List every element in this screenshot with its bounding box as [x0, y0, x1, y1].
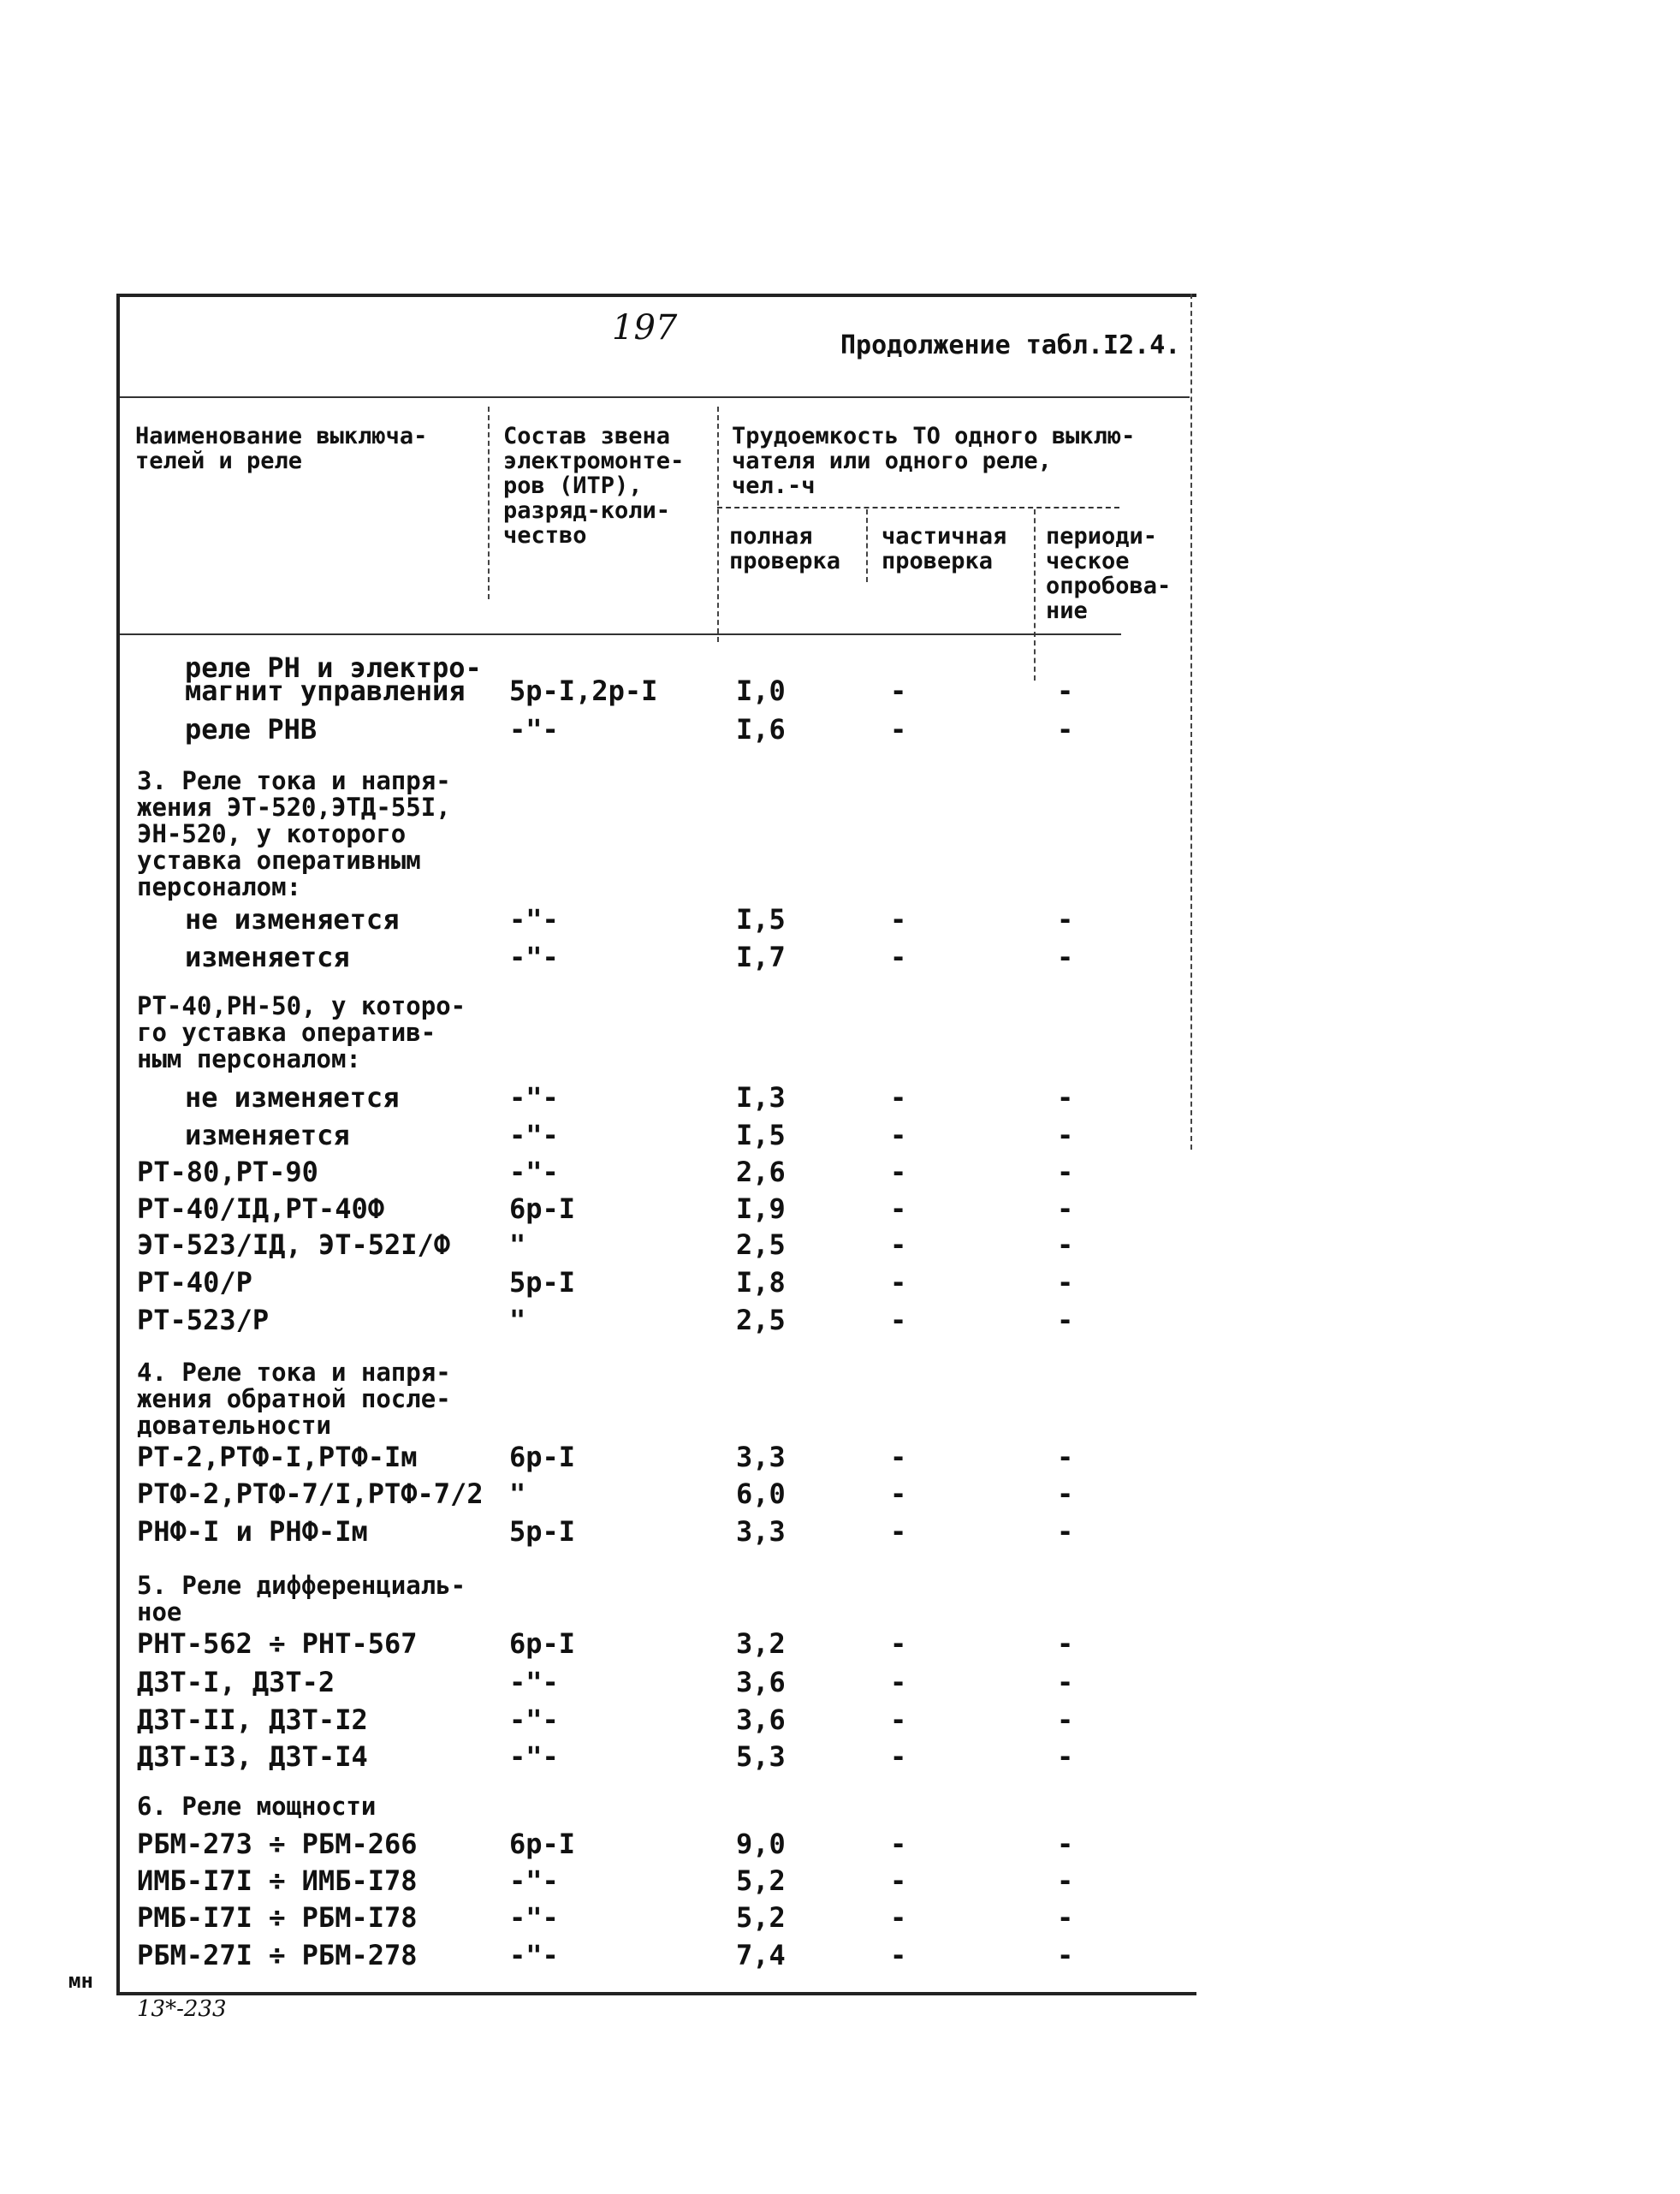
row-crew: -"- [509, 1666, 559, 1698]
header-labor: Трудоемкость ТО одного выклю- чателя или одного реле, чел.-ч [732, 423, 1136, 499]
row-name: РНТ-562 ÷ РНТ-567 [137, 1627, 418, 1660]
header-bottom-rule [120, 633, 1121, 635]
table-row [0, 1079, 1680, 1116]
row-partial: - [890, 1119, 907, 1151]
table-row [0, 672, 1680, 710]
row-partial: - [890, 1478, 907, 1510]
row-name: реле РН и электро- [185, 651, 482, 684]
header-subrule [717, 507, 1119, 508]
row-name: ДЗТ-I, ДЗТ-2 [137, 1666, 335, 1698]
header-full: полная проверка [729, 523, 841, 574]
row-partial: - [890, 1228, 907, 1261]
table-row [0, 1475, 1680, 1513]
table-row [0, 1301, 1680, 1339]
margin-note: мн [68, 1969, 93, 1993]
row-periodic: - [1057, 1192, 1074, 1225]
table-row [0, 1625, 1680, 1662]
row-partial: - [890, 1627, 907, 1660]
row-periodic: - [1057, 1828, 1074, 1860]
row-partial: - [890, 1864, 907, 1897]
table-row [0, 1701, 1680, 1739]
row-periodic: - [1057, 1304, 1074, 1336]
row-name: ДЗТ-II, ДЗТ-I2 [137, 1703, 368, 1736]
row-name: РБМ-273 ÷ РБМ-266 [137, 1828, 418, 1860]
row-full: 5,3 [736, 1740, 786, 1773]
row-periodic: - [1057, 713, 1074, 746]
row-name: ДЗТ-I3, ДЗТ-I4 [137, 1740, 368, 1773]
row-full: I,5 [736, 903, 786, 936]
row-crew: -"- [509, 1081, 559, 1114]
row-full: 2,5 [736, 1304, 786, 1336]
row-name: РТ-80,РТ-90 [137, 1156, 318, 1188]
row-partial: - [890, 1081, 907, 1114]
row-partial: - [890, 1828, 907, 1860]
row-full: I,5 [736, 1119, 786, 1151]
row-periodic: - [1057, 675, 1074, 707]
row-name: РНФ-I и РНФ-Iм [137, 1515, 368, 1548]
row-crew: -"- [509, 941, 559, 973]
row-crew: -"- [509, 1703, 559, 1736]
row-name: РТ-40/IД,РТ-40Ф [137, 1192, 384, 1225]
header-top-rule [120, 396, 1190, 398]
row-partial: - [890, 713, 907, 746]
row-partial: - [890, 1703, 907, 1736]
header-divider-partial [866, 509, 868, 582]
section-4-heading: 4. Реле тока и напря- жения обратной после- довательности [137, 1358, 451, 1440]
table-row [0, 1936, 1680, 1974]
row-full: 9,0 [736, 1828, 786, 1860]
row-periodic: - [1057, 1901, 1074, 1934]
table-row [0, 1862, 1680, 1900]
row-partial: - [890, 675, 907, 707]
row-partial: - [890, 1666, 907, 1698]
row-name: изменяется [185, 1119, 350, 1151]
table-row [0, 1263, 1680, 1301]
row-partial: - [890, 941, 907, 973]
row-crew: 6р-I [509, 1627, 576, 1660]
row-name: не изменяется [185, 903, 400, 936]
row-crew: 6р-I [509, 1828, 576, 1860]
row-partial: - [890, 903, 907, 936]
section-5-heading: 5. Реле дифференциаль- ное [137, 1571, 466, 1626]
row-full: 5,2 [736, 1864, 786, 1897]
row-crew: 6р-I [509, 1192, 576, 1225]
row-full: 6,0 [736, 1478, 786, 1510]
row-periodic: - [1057, 1081, 1074, 1114]
row-partial: - [890, 1266, 907, 1299]
row-periodic: - [1057, 1441, 1074, 1473]
table-row [0, 1513, 1680, 1550]
row-crew: -"- [509, 713, 559, 746]
row-periodic: - [1057, 1119, 1074, 1151]
continuation-title: Продолжение табл.I2.4. [840, 330, 1181, 360]
row-crew: 5р-I,2р-I [509, 675, 658, 707]
row-name: РБМ-27I ÷ РБМ-278 [137, 1939, 418, 1971]
table-row [0, 1825, 1680, 1863]
row-crew: -"- [509, 1901, 559, 1934]
row-name: РТФ-2,РТФ-7/I,РТФ-7/2 [137, 1478, 484, 1510]
row-full: I,3 [736, 1081, 786, 1114]
row-crew: -"- [509, 1119, 559, 1151]
row-periodic: - [1057, 903, 1074, 936]
row-full: 2,5 [736, 1228, 786, 1261]
row-periodic: - [1057, 1228, 1074, 1261]
table-row [0, 1899, 1680, 1936]
row-partial: - [890, 1441, 907, 1473]
row-crew: 5р-I [509, 1266, 576, 1299]
row-periodic: - [1057, 1156, 1074, 1188]
row-full: I,9 [736, 1192, 786, 1225]
row-periodic: - [1057, 1864, 1074, 1897]
row-periodic: - [1057, 1478, 1074, 1510]
row-crew: " [509, 1304, 526, 1336]
row-crew: -"- [509, 903, 559, 936]
table-row [0, 711, 1680, 748]
row-full: I,7 [736, 941, 786, 973]
row-name: ЭТ-523/IД, ЭТ-52I/Ф [137, 1228, 451, 1261]
row-partial: - [890, 1156, 907, 1188]
row-full: I,8 [736, 1266, 786, 1299]
row-name: изменяется [185, 941, 350, 973]
row-name: РТ-2,РТФ-I,РТФ-Iм [137, 1441, 418, 1473]
row-periodic: - [1057, 1627, 1074, 1660]
table-row [0, 1663, 1680, 1701]
row-name: ИМБ-I7I ÷ ИМБ-I78 [137, 1864, 418, 1897]
row-name: РМБ-I7I ÷ РБМ-I78 [137, 1901, 418, 1934]
row-partial: - [890, 1901, 907, 1934]
row-partial: - [890, 1515, 907, 1548]
row-partial: - [890, 1740, 907, 1773]
table-row [0, 1438, 1680, 1476]
row-name: магнит управления [185, 675, 466, 707]
row-full: 7,4 [736, 1939, 786, 1971]
row-crew: -"- [509, 1156, 559, 1188]
row-full: 3,6 [736, 1703, 786, 1736]
header-divider-labor [717, 407, 719, 642]
table-row [0, 1738, 1680, 1775]
row-crew: " [509, 1228, 526, 1261]
row-periodic: - [1057, 1666, 1074, 1698]
row-full: 3,3 [736, 1515, 786, 1548]
header-crew: Состав звена электромонте- ров (ИТР), разряд-коли- чество [503, 423, 685, 549]
row-periodic: - [1057, 1703, 1074, 1736]
header-periodic: периоди- ческое опробова- ние [1046, 523, 1172, 624]
row-crew: -"- [509, 1740, 559, 1773]
row-crew: " [509, 1478, 526, 1510]
section-3-heading: 3. Реле тока и напря- жения ЭТ-520,ЭТД-55I, ЭН-520, у которого уставка оперативным персоналом: [137, 766, 451, 901]
row-full: 5,2 [736, 1901, 786, 1934]
row-partial: - [890, 1939, 907, 1971]
row-crew: -"- [509, 1939, 559, 1971]
table-row [0, 938, 1680, 976]
section-6-heading: 6. Реле мощности [137, 1792, 377, 1821]
row-full: 3,2 [736, 1627, 786, 1660]
row-periodic: - [1057, 1740, 1074, 1773]
row-periodic: - [1057, 1939, 1074, 1971]
table-row [0, 1190, 1680, 1228]
row-periodic: - [1057, 1266, 1074, 1299]
row-periodic: - [1057, 941, 1074, 973]
row-full: 3,3 [736, 1441, 786, 1473]
row-name: РТ-523/Р [137, 1304, 270, 1336]
row-crew: 5р-I [509, 1515, 576, 1548]
row-name: РТ-40/Р [137, 1266, 252, 1299]
row-partial: - [890, 1192, 907, 1225]
row-name: реле РНВ [185, 713, 318, 746]
header-partial: частичная проверка [882, 523, 1007, 574]
row-partial: - [890, 1304, 907, 1336]
row-full: I,0 [736, 675, 786, 707]
row-name: не изменяется [185, 1081, 400, 1114]
handwritten-note: 13*-233 [137, 1996, 227, 2022]
header-divider-crew [488, 407, 490, 599]
row-full: 3,6 [736, 1666, 786, 1698]
row-full: I,6 [736, 713, 786, 746]
row-full: 2,6 [736, 1156, 786, 1188]
table-row [0, 1116, 1680, 1154]
page-number: 197 [612, 308, 678, 348]
table-row [0, 1153, 1680, 1191]
row-crew: -"- [509, 1864, 559, 1897]
table-row [0, 1226, 1680, 1263]
table-row [0, 901, 1680, 938]
row-periodic: - [1057, 1515, 1074, 1548]
section-rt40-heading: РТ-40,РН-50, у которо- го уставка оператив- ным персоналом: [137, 991, 466, 1073]
row-crew: 6р-I [509, 1441, 576, 1473]
header-name: Наименование выключа- телей и реле [135, 423, 428, 474]
